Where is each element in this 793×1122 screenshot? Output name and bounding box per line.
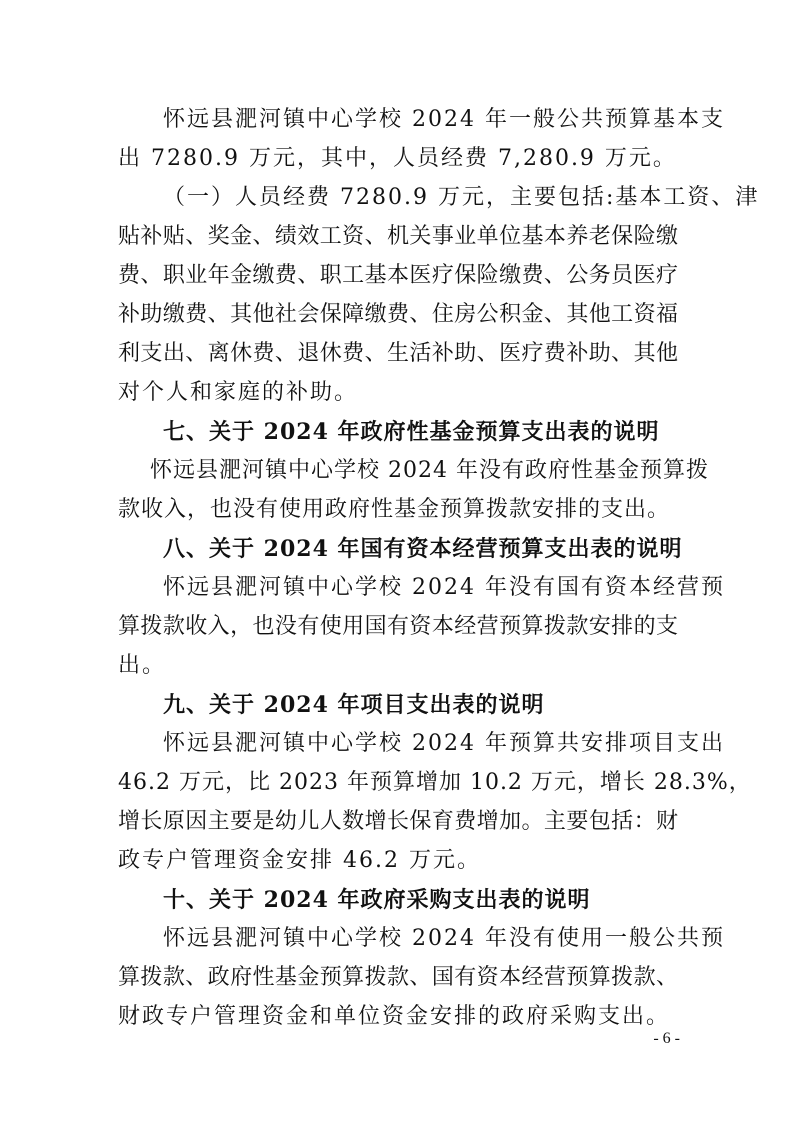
paragraph-state-capital-line-2: 算拨款收入，也没有使用国有资本经营预算拨款安排的支	[118, 614, 678, 639]
paragraph-basic-expenditure-line-1: 怀远县淝河镇中心学校 2024 年一般公共预算基本支	[163, 107, 725, 132]
paragraph-project-line-3: 增长原因主要是幼儿人数增长保育费增加。主要包括：财	[118, 809, 678, 834]
paragraph-personnel-line-6: 对个人和家庭的补助。	[118, 380, 359, 405]
paragraph-personnel-line-3: 费、职业年金缴费、职工基本医疗保险缴费、公务员医疗	[118, 263, 678, 288]
paragraph-project-line-1: 怀远县淝河镇中心学校 2024 年预算共安排项目支出	[163, 731, 725, 756]
section-heading-10: 十、关于 2024 年政府采购支出表的说明	[163, 887, 591, 913]
paragraph-personnel-line-2: 贴补贴、奖金、绩效工资、机关事业单位基本养老保险缴	[118, 224, 678, 249]
paragraph-personnel-line-4: 补助缴费、其他社会保障缴费、住房公积金、其他工资福	[118, 302, 678, 327]
paragraph-procurement-line-2: 算拨款、政府性基金预算拨款、国有资本经营预算拨款、	[118, 965, 678, 990]
page-number: - 6 -	[653, 1030, 680, 1047]
paragraph-fund-line-1: 怀远县淝河镇中心学校 2024 年没有政府性基金预算拨	[150, 458, 709, 483]
section-heading-8: 八、关于 2024 年国有资本经营预算支出表的说明	[163, 536, 683, 562]
paragraph-personnel-line-1: （一）人员经费 7280.9 万元，主要包括:基本工资、津	[163, 185, 760, 210]
paragraph-project-line-4: 政专户管理资金安排 46.2 万元。	[118, 848, 481, 873]
paragraph-fund-line-2: 款收入，也没有使用政府性基金预算拨款安排的支出。	[118, 497, 671, 522]
paragraph-procurement-line-3: 财政专户管理资金和单位资金安排的政府采购支出。	[118, 1004, 671, 1029]
section-heading-9: 九、关于 2024 年项目支出表的说明	[163, 692, 545, 718]
paragraph-basic-expenditure-line-2: 出 7280.9 万元，其中，人员经费 7,280.9 万元。	[118, 146, 677, 171]
paragraph-project-line-2: 46.2 万元，比 2023 年预算增加 10.2 万元，增长 28.3%，	[118, 770, 752, 795]
paragraph-state-capital-line-3: 出。	[118, 653, 167, 678]
paragraph-personnel-line-5: 利支出、离休费、退休费、生活补助、医疗费补助、其他	[118, 341, 678, 366]
paragraph-procurement-line-1: 怀远县淝河镇中心学校 2024 年没有使用一般公共预	[163, 926, 725, 951]
paragraph-state-capital-line-1: 怀远县淝河镇中心学校 2024 年没有国有资本经营预	[163, 575, 725, 600]
section-heading-7: 七、关于 2024 年政府性基金预算支出表的说明	[163, 419, 660, 445]
